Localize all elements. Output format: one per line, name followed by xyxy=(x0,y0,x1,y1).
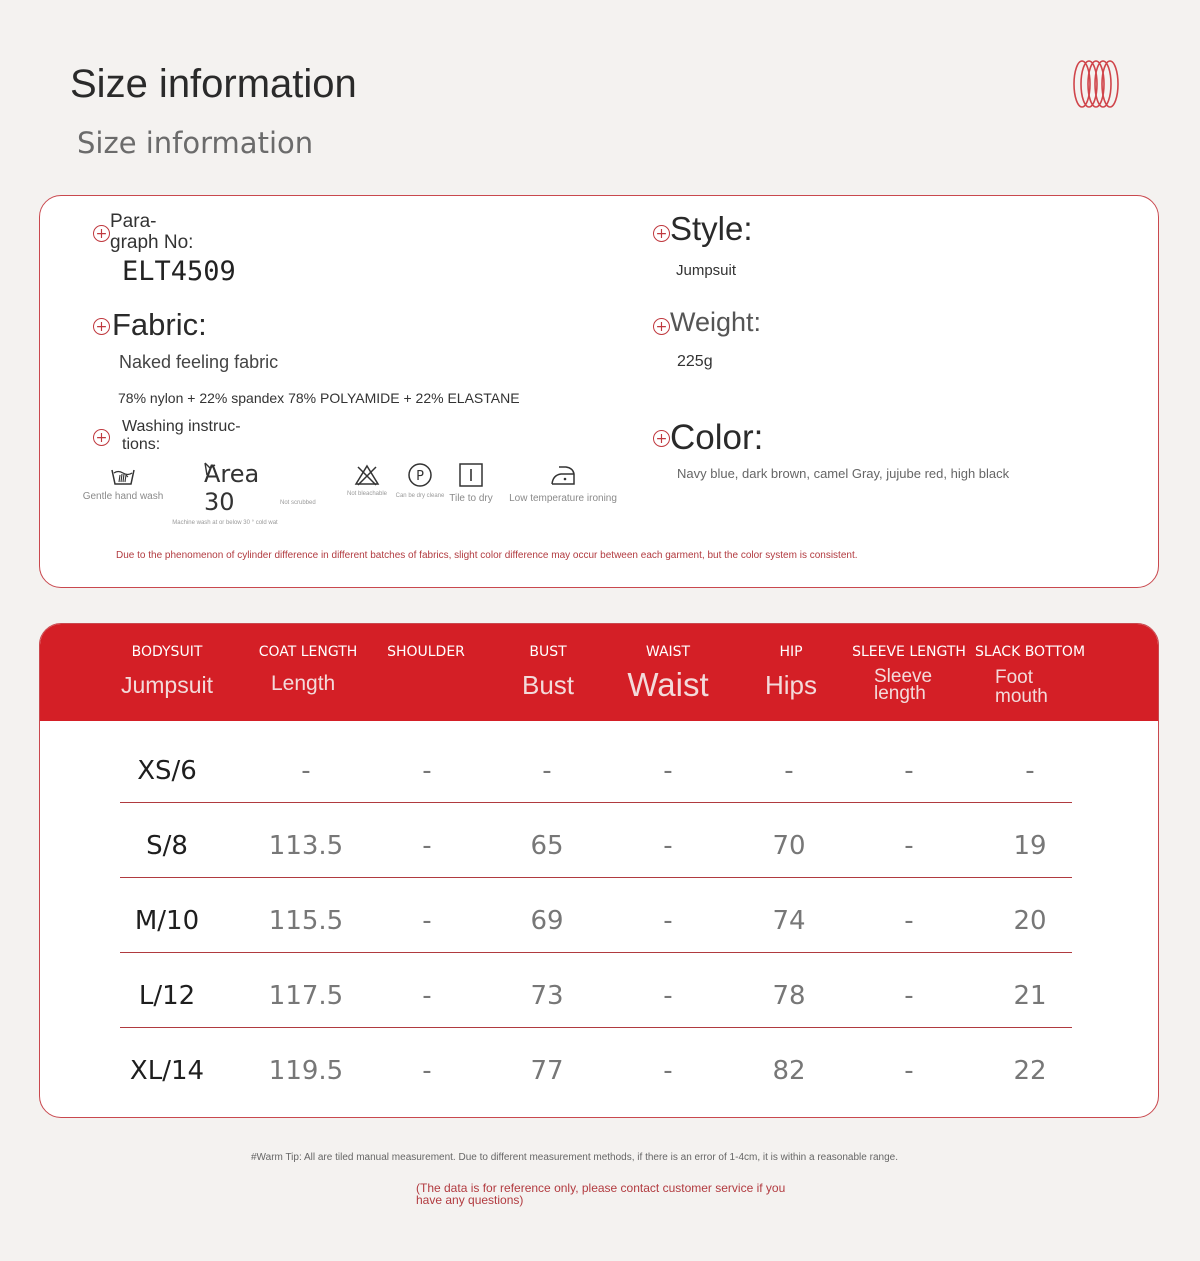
dry-clean-symbol: P xyxy=(416,469,424,484)
size-table-header xyxy=(40,624,1158,721)
header-coat-length: COAT LENGTH Length xyxy=(258,644,358,695)
table-cell: - xyxy=(542,756,552,786)
table-cell: - xyxy=(784,756,794,786)
washing-label: Washing instruc- tions: xyxy=(122,418,241,453)
header-sleeve-length: SLEEVE LENGTH Sleeve length xyxy=(852,644,966,704)
plus-circle-icon: + xyxy=(93,225,110,242)
table-cell: - xyxy=(1025,756,1035,786)
header-bust: BUST Bust xyxy=(521,644,575,700)
iron-care: Low temperature ironing xyxy=(503,462,623,504)
table-cell: - xyxy=(904,831,914,861)
table-row xyxy=(40,1034,1158,1109)
table-cell: 78 xyxy=(772,981,806,1011)
table-cell: - xyxy=(904,1056,914,1086)
weight-value: 225g xyxy=(677,353,713,370)
table-cell: 77 xyxy=(530,1056,564,1086)
table-cell: 21 xyxy=(1013,981,1047,1011)
header-slack-bottom: SLACK BOTTOM Foot mouth xyxy=(974,644,1086,707)
no-bleach-care: Not bleachable xyxy=(332,464,402,497)
iron-low-icon xyxy=(549,462,577,488)
style-value: Jumpsuit xyxy=(676,262,737,279)
color-value: Navy blue, dark brown, camel Gray, jujube red, high black xyxy=(677,466,1010,481)
row-divider xyxy=(120,802,1072,803)
table-cell: 115.5 xyxy=(268,906,344,936)
machine-wash-care: Area 30 Machine wash at or below 30 ° cold wat xyxy=(170,460,280,526)
fabric-value: Naked feeling fabric xyxy=(119,352,279,372)
table-cell: - xyxy=(301,756,311,786)
header-waist: WAIST Waist xyxy=(627,644,709,703)
machine-wash-icon xyxy=(204,462,216,476)
table-cell: - xyxy=(663,756,673,786)
row-divider xyxy=(120,952,1072,953)
table-cell: - xyxy=(904,981,914,1011)
table-cell: - xyxy=(663,1056,673,1086)
tile-dry-icon xyxy=(458,462,484,488)
fabric-label: Fabric: xyxy=(112,307,207,342)
paragraph-label: Para- graph No: xyxy=(110,211,194,253)
size-label: S/8 xyxy=(146,831,188,861)
machine-wash-temp: Area 30 xyxy=(204,460,260,516)
hand-wash-care: Gentle hand wash xyxy=(78,464,168,502)
dry-clean-icon xyxy=(407,462,433,488)
fabric-composition: 78% nylon + 22% spandex 78% POLYAMIDE + 22% ELASTANE xyxy=(118,390,520,406)
table-cell: - xyxy=(422,831,432,861)
table-cell: 82 xyxy=(772,1056,806,1086)
table-cell: - xyxy=(422,981,432,1011)
table-cell: - xyxy=(422,906,432,936)
table-row xyxy=(40,884,1158,959)
table-cell: 74 xyxy=(772,906,806,936)
table-cell: 20 xyxy=(1013,906,1047,936)
reference-note: (The data is for reference only, please contact customer service if you have any questions) xyxy=(416,1181,786,1207)
table-cell: 113.5 xyxy=(268,831,344,861)
table-cell: - xyxy=(422,756,432,786)
table-cell: 19 xyxy=(1013,831,1047,861)
no-bleach-icon xyxy=(354,464,380,486)
style-label: Style: xyxy=(670,210,753,247)
table-cell: - xyxy=(422,1056,432,1086)
color-label: Color: xyxy=(670,418,764,457)
size-table xyxy=(39,623,1159,1118)
hand-wash-icon xyxy=(110,464,136,486)
size-label: XS/6 xyxy=(137,756,197,786)
tile-dry-care: Tile to dry xyxy=(441,462,501,504)
plus-circle-icon: + xyxy=(93,318,110,335)
table-cell: - xyxy=(663,981,673,1011)
weight-label: Weight: xyxy=(670,307,762,337)
header-bodysuit: BODYSUIT Jumpsuit xyxy=(120,644,214,698)
size-label: XL/14 xyxy=(129,1056,205,1086)
color-notice: Due to the phenomenon of cylinder difference in different batches of fabrics, slight color difference may occur between each garment, but the color system is consistent. xyxy=(116,550,858,561)
table-cell: 117.5 xyxy=(268,981,344,1011)
table-row xyxy=(40,959,1158,1034)
table-cell: - xyxy=(904,756,914,786)
table-cell: 22 xyxy=(1013,1056,1047,1086)
table-cell: 69 xyxy=(530,906,564,936)
brand-logo-icon xyxy=(1070,58,1122,110)
table-cell: 70 xyxy=(772,831,806,861)
row-divider xyxy=(120,1027,1072,1028)
row-divider xyxy=(120,877,1072,878)
warm-tip: #Warm Tip: All are tiled manual measurement. Due to different measurement methods, if there is an error of 1-4cm, it is within a reasonable range. xyxy=(251,1152,898,1163)
size-label: M/10 xyxy=(134,906,200,936)
header-hip: HIP Hips xyxy=(764,644,817,700)
dry-clean-care-block: P Can be dry cleane xyxy=(385,462,455,499)
table-cell: 119.5 xyxy=(268,1056,344,1086)
table-cell: - xyxy=(663,831,673,861)
table-cell: 73 xyxy=(530,981,564,1011)
table-row xyxy=(40,734,1158,809)
size-label: L/12 xyxy=(138,981,196,1011)
product-info-card xyxy=(39,195,1159,588)
table-cell: - xyxy=(663,906,673,936)
page-title: Size information xyxy=(70,62,357,106)
plus-circle-icon: + xyxy=(653,318,670,335)
paragraph-value: ELT4509 xyxy=(122,256,236,287)
not-scrubbed-caption: Not scrubbed xyxy=(280,500,316,506)
table-row xyxy=(40,809,1158,884)
plus-circle-icon: + xyxy=(653,225,670,242)
table-cell: - xyxy=(904,906,914,936)
table-cell: 65 xyxy=(530,831,564,861)
plus-circle-icon: + xyxy=(653,430,670,447)
header-shoulder: SHOULDER xyxy=(387,644,465,660)
plus-circle-icon: + xyxy=(93,429,110,446)
page-subtitle: Size information xyxy=(77,126,314,160)
